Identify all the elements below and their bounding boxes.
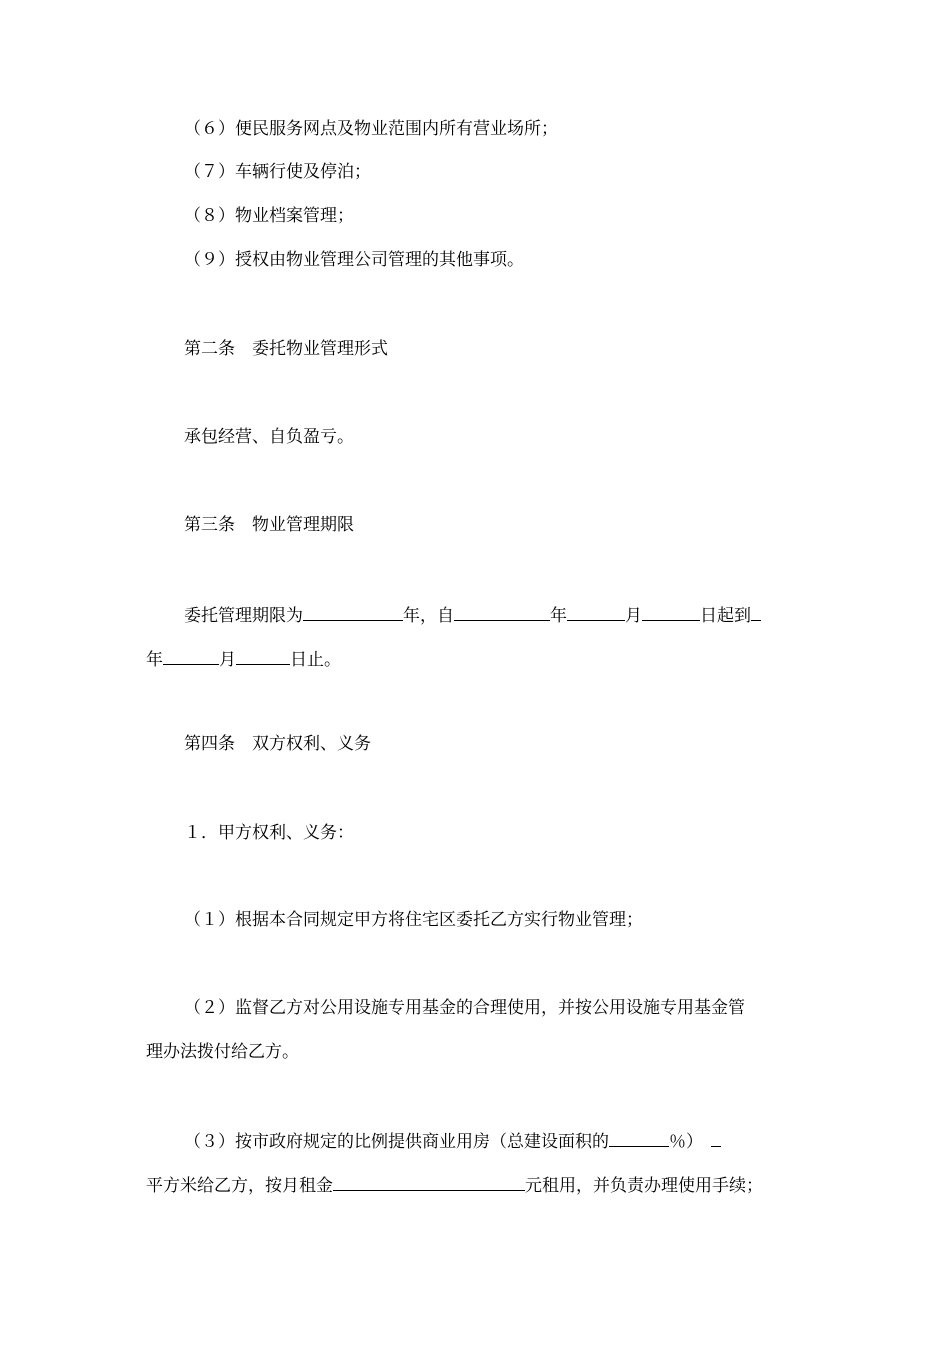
article-3-heading: 第三条 物业管理期限 [184,515,354,535]
term-text-a: 委托管理期限为 [184,606,303,626]
term-line-2 [146,646,341,671]
item-3-text-c: 平方米给乙方，按月租金 [146,1176,333,1196]
article-2-heading: 第二条 委托物业管理形式 [184,339,388,359]
term-text-c: 年 [550,606,567,626]
party-a-item-1: （１）根据本合同规定甲方将住宅区委托乙方实行物业管理； [184,910,643,930]
party-a-item-3-line-1 [184,1128,721,1153]
item-3-text-b: ％） [669,1132,703,1152]
term-text-h: 日止。 [290,650,341,670]
item-7: （７）车辆行使及停泊； [184,162,371,182]
article-2-body: 承包经营、自负盈亏。 [184,427,354,447]
blank-start-year [454,602,550,621]
blank-monthly-rent [333,1172,525,1191]
item-8: （８）物业档案管理； [184,206,354,226]
term-text-e: 日起到 [700,606,751,626]
term-text-d: 月 [625,606,642,626]
blank-area-start [711,1128,721,1147]
term-line-1 [184,602,761,627]
item-3-text-a: （３）按市政府规定的比例提供商业用房（总建设面积的 [184,1132,609,1152]
party-a-item-2-line-1: （２）监督乙方对公用设施专用基金的合理使用，并按公用设施专用基金管 [184,998,745,1018]
party-a-item-3-line-2 [146,1172,763,1197]
blank-end-year-start [751,602,761,621]
party-a-heading: １．甲方权利、义务： [184,823,354,843]
term-text-b: 年，自 [403,606,454,626]
blank-years [303,602,403,621]
blank-start-month [567,602,625,621]
blank-start-day [642,602,700,621]
item-6: （６）便民服务网点及物业范围内所有营业场所； [184,119,558,139]
item-3-text-d: 元租用，并负责办理使用手续； [525,1176,763,1196]
term-text-g: 月 [219,650,236,670]
term-text-f: 年 [146,650,163,670]
blank-percentage [609,1128,669,1147]
item-9: （９）授权由物业管理公司管理的其他事项。 [184,250,524,270]
party-a-item-2-line-2: 理办法拨付给乙方。 [146,1042,299,1062]
blank-end-day [236,646,290,665]
article-4-heading: 第四条 双方权利、义务 [184,734,371,754]
blank-end-month [163,646,219,665]
